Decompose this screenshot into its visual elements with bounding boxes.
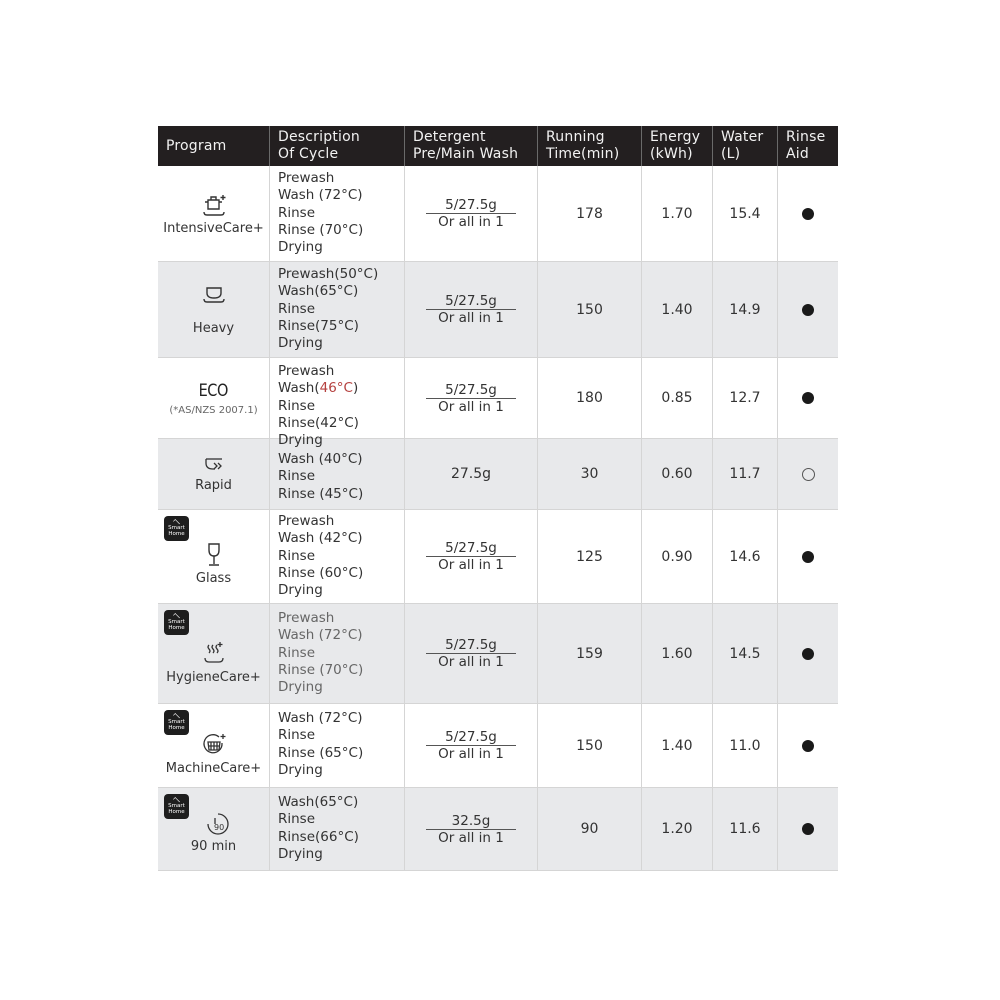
detergent-cell [405,604,538,703]
header-rinse-line1: Rinse [786,129,826,145]
desc-line: Drying [278,432,323,449]
desc-line: Wash (72°C) [278,627,363,644]
header-detergent-line2: Pre/Main Wash [413,146,519,162]
description-cell [270,358,405,449]
running-time-cell: 150 [538,704,642,787]
header-description-line2: Of Cycle [278,146,339,162]
rinse-aid-cell [778,704,838,787]
desc-line: Rinse [278,727,316,744]
detergent-cell [405,788,538,870]
running-time-cell: 125 [538,510,642,603]
bowl-icon [199,284,229,306]
home-label: Home [168,531,185,537]
basket-cycle-icon [199,732,229,758]
water-cell: 11.0 [713,704,778,787]
header-energy [642,126,713,166]
desc-line: Rinse (70°C) [278,221,364,238]
desc-line: Rinse [278,204,316,221]
desc-line: Wash(65°C) [278,283,359,300]
header-water [713,126,778,166]
rinse-aid-cell [778,262,838,357]
desc-line: Rinse (65°C) [278,744,364,761]
table-header [158,126,838,166]
program-name: Glass [195,570,232,586]
header-water-line1: Water [721,129,764,145]
water-cell: 11.6 [713,788,778,870]
table-row-heavy [158,262,838,358]
filled-dot-icon [802,823,814,835]
program-name: Heavy [192,320,235,336]
rinse-aid-cell [778,788,838,870]
header-description-line1: Description [278,129,360,145]
table-row-glass [158,510,838,604]
desc-text: Wash( [278,380,320,397]
desc-line: Drying [278,582,323,599]
desc-line: Prewash(50°C) [278,266,379,282]
desc-line: Rinse (70°C) [278,661,364,678]
energy-cell: 1.60 [642,604,713,703]
desc-line: Drying [278,335,323,352]
running-time-cell: 30 [538,439,642,509]
desc-line: Rinse [278,547,316,564]
header-rinse-line2: Aid [786,146,809,162]
program-cell [158,262,270,357]
description-cell [270,166,405,261]
smart-home-badge-icon [164,794,189,819]
desc-line: Rinse [278,300,316,317]
eco-temperature-highlight: 46°C [319,380,353,397]
header-running-line2: Time(min) [546,146,620,162]
water-cell: 12.7 [713,358,778,438]
water-cell: 11.7 [713,439,778,509]
rinse-aid-cell [778,604,838,703]
program-name: Rapid [195,478,232,493]
program-name: IntensiveCare+ [163,220,264,236]
running-time-cell: 150 [538,262,642,357]
pot-sparkle-icon [199,192,229,218]
desc-line: Prewash [278,513,335,529]
table-row-rapid [158,439,838,510]
rinse-aid-cell [778,439,838,509]
detergent-cell [405,262,538,357]
timer-90-icon [206,812,230,836]
detergent-alt: Or all in 1 [438,746,504,762]
water-cell: 15.4 [713,166,778,261]
eco-standard-note: (*AS/NZS 2007.1) [169,404,258,416]
smart-label: Smart [168,525,185,531]
table-row-machinecare [158,704,838,788]
filled-dot-icon [802,392,814,404]
desc-line: Rinse [278,397,316,414]
desc-line: Rinse [278,468,316,485]
desc-line: Wash (72°C) [278,710,363,726]
desc-line: Wash (72°C) [278,187,363,204]
program-cell [158,358,270,438]
program-table [158,126,838,871]
steam-bowl-icon [199,641,229,667]
detergent-alt: Or all in 1 [438,654,504,670]
description-cell [270,704,405,787]
svg-text:90: 90 [213,823,224,832]
program-name: HygieneCare+ [166,669,261,685]
detergent-amount: 5/27.5g [426,293,516,310]
header-program [158,126,270,166]
smart-label: Smart [168,719,185,725]
detergent-cell [405,358,538,438]
detergent-alt: Or all in 1 [438,398,504,415]
program-name: MachineCare+ [165,760,262,776]
running-time-cell: 90 [538,788,642,870]
program-cell [158,788,270,870]
desc-line: Rinse [278,811,316,828]
home-label: Home [168,725,185,731]
header-detergent-line1: Detergent [413,129,486,145]
detergent-amount: 32.5g [426,813,516,830]
detergent-cell [405,510,538,603]
desc-line: Drying [278,239,323,256]
description-cell [270,788,405,870]
detergent-alt: Or all in 1 [438,214,504,230]
energy-cell: 1.20 [642,788,713,870]
rinse-aid-cell [778,358,838,438]
running-time-cell: 178 [538,166,642,261]
program-cell [158,510,270,603]
desc-text: ) [352,380,359,397]
running-time-cell: 180 [538,358,642,438]
desc-line [278,380,404,397]
smart-home-badge-icon [164,610,189,635]
description-cell [270,510,405,603]
detergent-amount: 5/27.5g [426,197,516,214]
desc-line: Drying [278,761,323,778]
energy-cell: 0.85 [642,358,713,438]
program-name: 90 min [190,839,237,854]
desc-line: Rinse (45°C) [278,485,364,502]
desc-line: Wash (42°C) [278,530,363,547]
running-time-cell: 159 [538,604,642,703]
detergent-cell [405,704,538,787]
header-detergent [405,126,538,166]
energy-cell: 1.40 [642,704,713,787]
detergent-alt: Or all in 1 [438,310,504,326]
detergent-amount: 5/27.5g [426,382,516,399]
desc-line: Rinse(66°C) [278,828,359,845]
rinse-aid-cell [778,510,838,603]
detergent-amount: 5/27.5g [426,729,516,746]
desc-line: Wash (40°C) [278,451,363,467]
filled-dot-icon [802,208,814,220]
desc-line: Drying [278,679,323,696]
header-energy-line2: (kWh) [650,146,693,162]
program-cell [158,604,270,703]
filled-dot-icon [802,304,814,316]
water-cell: 14.6 [713,510,778,603]
energy-cell: 1.70 [642,166,713,261]
smart-home-badge-icon [164,710,189,735]
detergent-alt: Or all in 1 [438,829,504,846]
desc-line: Rinse(42°C) [278,414,359,431]
desc-line: Rinse(75°C) [278,317,359,334]
detergent-alt: Or all in 1 [438,557,504,573]
header-energy-line1: Energy [650,129,701,145]
wine-glass-icon [204,542,224,568]
program-cell [158,704,270,787]
header-description [270,126,405,166]
energy-cell: 0.60 [642,439,713,509]
detergent-amount: 5/27.5g [426,637,516,654]
rinse-aid-cell [778,166,838,261]
description-cell [270,262,405,357]
water-cell: 14.9 [713,262,778,357]
desc-line: Rinse (60°C) [278,564,364,581]
rapid-bowl-icon [199,455,229,475]
table-row-eco [158,358,838,449]
filled-dot-icon [802,551,814,563]
header-running-time [538,126,642,166]
smart-home-badge-icon [164,516,189,541]
desc-line: Prewash [278,363,335,379]
smart-label: Smart [168,803,185,809]
program-cell [158,439,270,509]
desc-line: Drying [278,845,323,862]
desc-line: Prewash [278,610,335,626]
header-rinse-aid [778,126,838,166]
header-water-line2: (L) [721,146,741,162]
table-row-90min [158,788,838,871]
program-cell [158,166,270,261]
desc-line: Prewash [278,170,335,186]
home-label: Home [168,809,185,815]
hollow-dot-icon [802,468,815,481]
energy-cell: 1.40 [642,262,713,357]
header-running-line1: Running [546,129,605,145]
desc-line: Rinse [278,644,316,661]
eco-label: ECO [198,380,229,401]
home-label: Home [168,625,185,631]
water-cell: 14.5 [713,604,778,703]
description-cell [270,439,405,509]
filled-dot-icon [802,740,814,752]
detergent-cell: 27.5g [405,439,538,509]
header-program-label: Program [166,137,227,154]
filled-dot-icon [802,648,814,660]
desc-line: Wash(65°C) [278,794,359,810]
smart-label: Smart [168,619,185,625]
energy-cell: 0.90 [642,510,713,603]
detergent-cell [405,166,538,261]
description-cell [270,604,405,703]
table-row-intensivecare [158,166,838,262]
detergent-amount: 5/27.5g [426,540,516,557]
table-row-hygienecare [158,604,838,704]
